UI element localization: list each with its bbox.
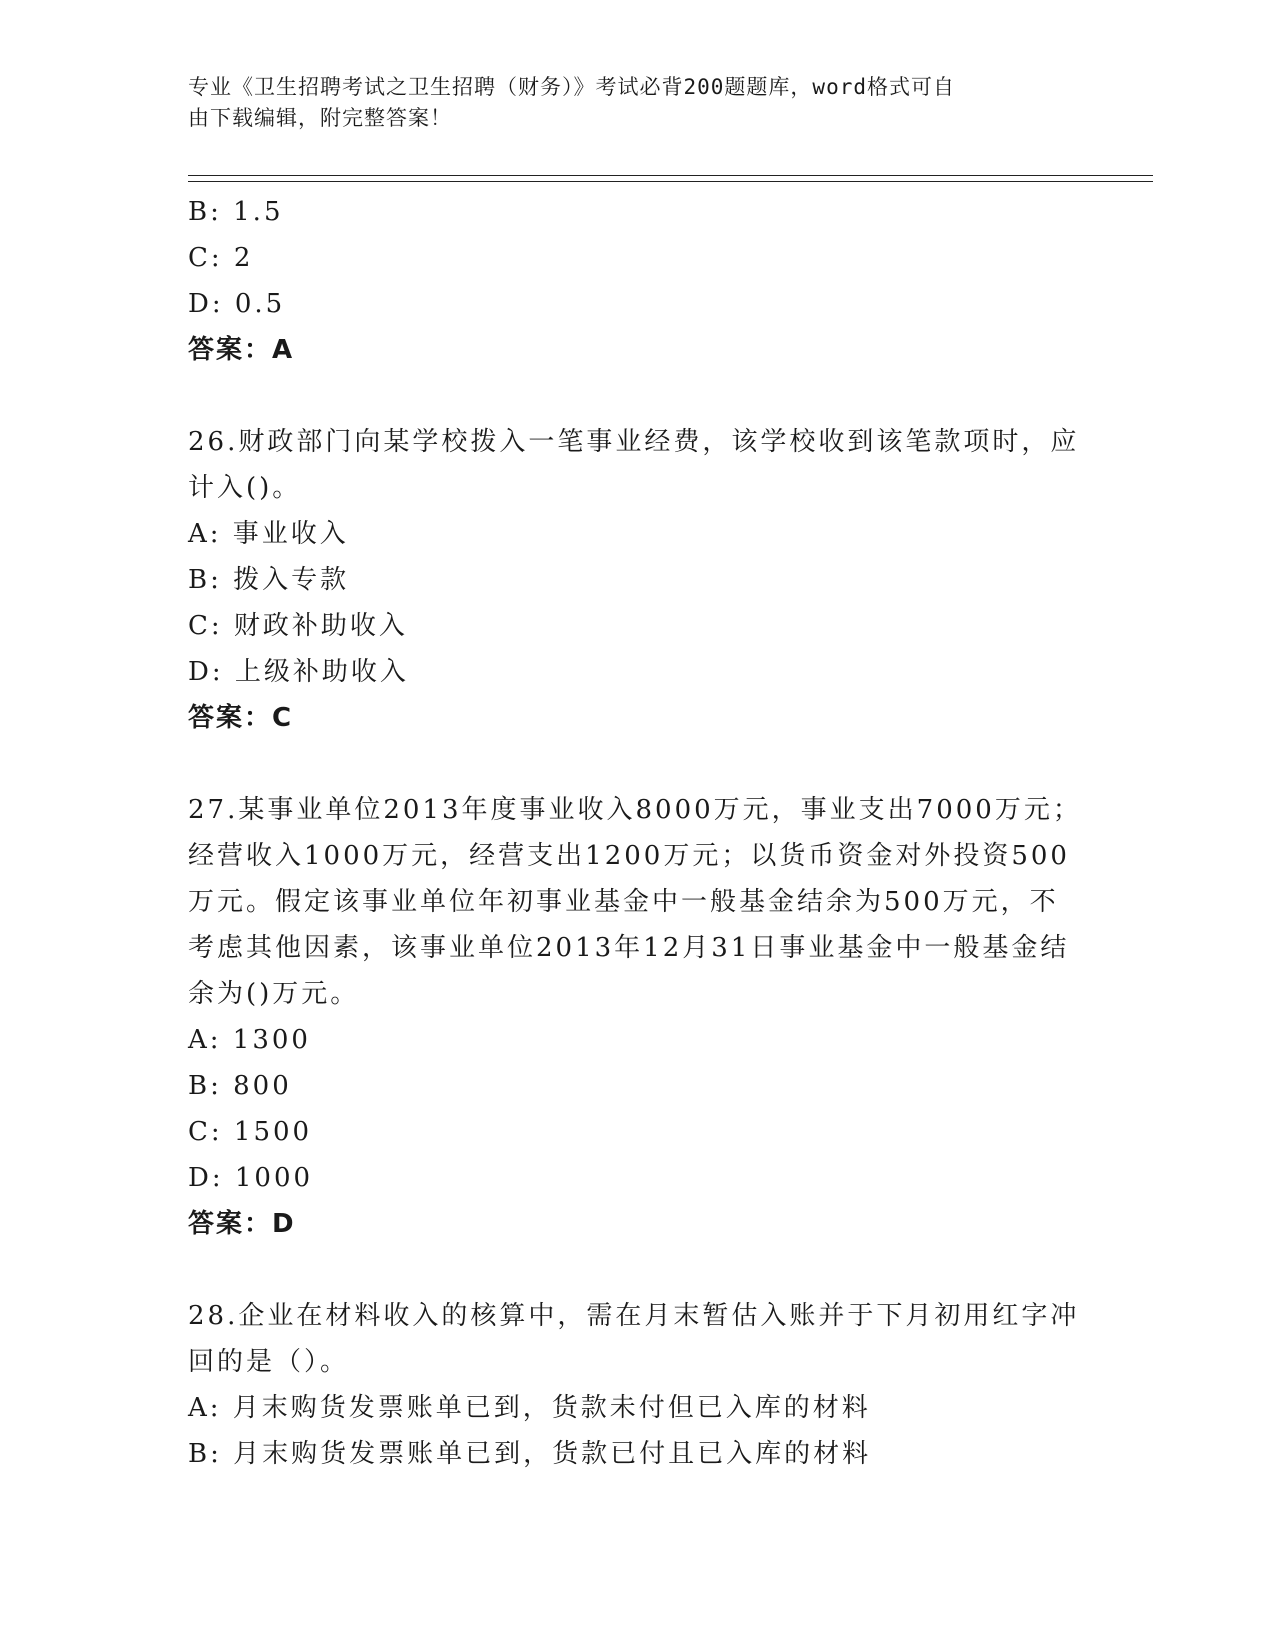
answer-line: 答案：C — [188, 703, 294, 733]
question-stem-line: 28.企业在材料收入的核算中，需在月末暂估入账并于下月初用红字冲 — [188, 1301, 1080, 1331]
answer-line: 答案：A — [188, 335, 295, 365]
header-divider-top — [188, 175, 1153, 176]
question-stem-line: 26.财政部门向某学校拨入一笔事业经费，该学校收到该笔款项时，应 — [188, 427, 1080, 457]
question-26 — [188, 419, 1078, 741]
header-line-2: 由下载编辑，附完整答案！ — [188, 106, 452, 130]
question-25-tail — [188, 189, 1078, 373]
question-28 — [188, 1293, 1078, 1477]
option-a: A: 事业收入 — [188, 519, 349, 549]
option-c: C: 1500 — [188, 1117, 313, 1147]
question-27 — [188, 787, 1082, 1247]
question-stem-line: 万元。假定该事业单位年初事业基金中一般基金结余为500万元，不 — [188, 887, 1059, 917]
option-b: B: 1.5 — [188, 197, 284, 227]
spacer — [188, 373, 1078, 419]
option-a: A: 月末购货发票账单已到，货款未付但已入库的材料 — [188, 1393, 871, 1423]
option-b: B: 月末购货发票账单已到，货款已付且已入库的材料 — [188, 1439, 872, 1469]
question-stem-line: 回的是（）。 — [188, 1347, 350, 1377]
option-d: D: 上级补助收入 — [188, 657, 409, 687]
spacer — [188, 1247, 1078, 1293]
question-content — [188, 189, 1082, 1477]
option-c: C: 2 — [188, 243, 254, 273]
question-stem-line: 27.某事业单位2013年度事业收入8000万元，事业支出7000万元； — [188, 795, 1082, 825]
header-line-1: 专业《卫生招聘考试之卫生招聘（财务）》考试必背200题题库，word格式可自 — [188, 75, 955, 99]
question-stem-line: 余为()万元。 — [188, 979, 360, 1009]
option-b: B: 800 — [188, 1071, 292, 1101]
spacer — [188, 741, 1078, 787]
question-stem-line: 计入()。 — [188, 473, 302, 503]
option-c: C: 财政补助收入 — [188, 611, 408, 641]
option-d: D: 1000 — [188, 1163, 314, 1193]
option-b: B: 拨入专款 — [188, 565, 350, 595]
question-stem-line: 考虑其他因素，该事业单位2013年12月31日事业基金中一般基金结 — [188, 933, 1070, 963]
option-a: A: 1300 — [188, 1025, 311, 1055]
header-divider-bottom — [188, 181, 1153, 182]
answer-line: 答案：D — [188, 1209, 296, 1239]
question-stem-line: 经营收入1000万元，经营支出1200万元；以货币资金对外投资500 — [188, 841, 1070, 871]
option-d: D: 0.5 — [188, 289, 286, 319]
document-header — [188, 72, 1068, 134]
